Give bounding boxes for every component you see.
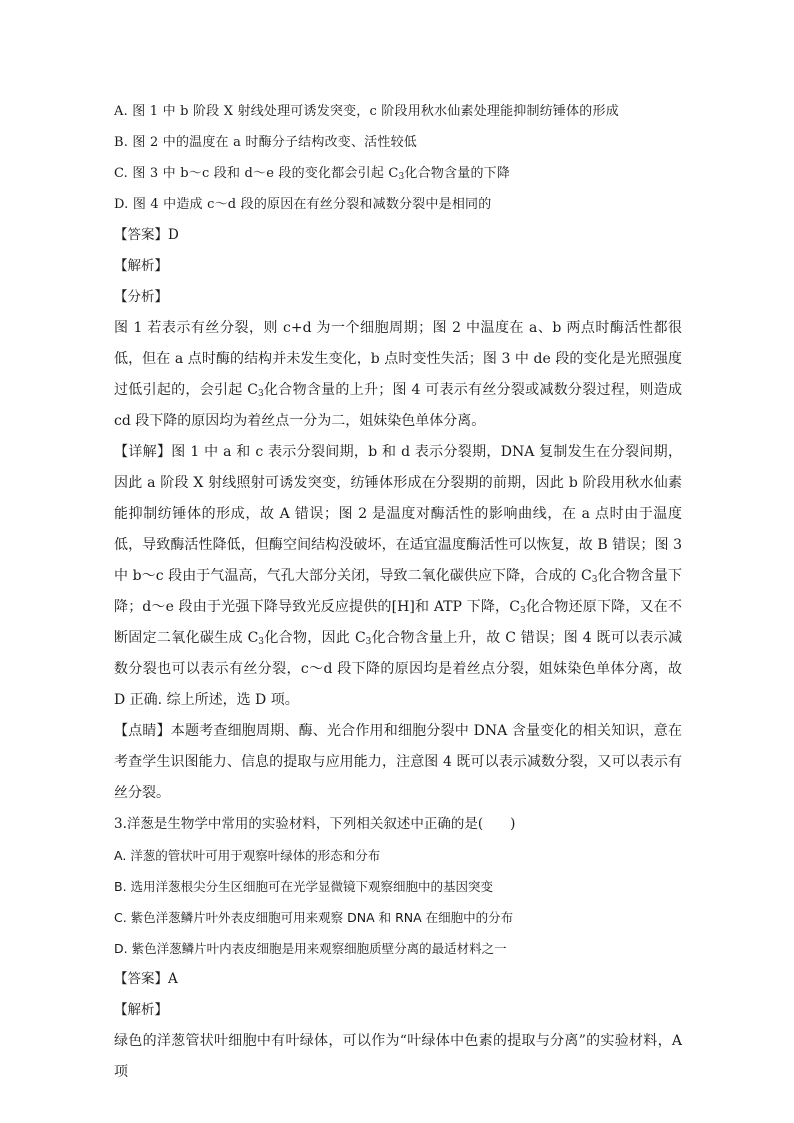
subscript: 3 xyxy=(257,389,264,399)
subscript: 3 xyxy=(519,606,526,616)
q3-jiexi-paragraph: 绿色的洋葱管状叶细胞中有叶绿体，可以作为“叶绿体中色素的提取与分离”的实验材料，A 项 xyxy=(114,1033,682,1080)
q2-fenxi-heading: 【分析】 xyxy=(114,289,168,305)
subscript: 3 xyxy=(591,575,598,585)
q2-xiangjie-text-4: 化合物，因此 C xyxy=(264,630,366,646)
q3-option-c: C. 紫色洋葱鳞片叶外表皮细胞可用来观察 DNA 和 RNA 在细胞中的分布 xyxy=(114,910,514,925)
q2-jiexi-heading: 【解析】 xyxy=(114,258,168,274)
q2-option-c xyxy=(114,158,682,189)
q3-option-b: B. 选用洋葱根尖分生区细胞可在光学显微镜下观察细胞中的基因突变 xyxy=(114,879,494,894)
q3-stem: 3.洋葱是生物学中常用的实验材料，下列相关叙述中正确的是( ) xyxy=(114,816,516,832)
q2-option-c-tail: 化合物含量的下降 xyxy=(404,166,511,181)
q2-fenxi-text-1: 图 1 若表示有丝分裂，则 c+d 为一个细胞周期；图 2 中温度在 a、b 两点时酶活性都很低，但在 a 点时酶的结构并未发生变化，b 点时变性失活；图 3 中 de 段的变化是光照强度过低引起的，会引起 C xyxy=(114,320,682,398)
q2-xiangjie-text-5: 化合物含量上升，故 C 错误；图 4 既可以表示减数分裂也可以表示有丝分裂，c～d 段下降的原因均是着丝点分裂，姐妹染色单体分离，故 D 正确. 综上所述，选 D 项。 xyxy=(114,630,682,708)
q2-dianjing-paragraph: 【点睛】本题考查细胞周期、酶、光合作用和细胞分裂中 DNA 含量变化的相关知识，意在考查学生识图能力、信息的提取与应用能力，注意图 4 既可以表示减数分裂，又可以表示有丝分裂。 xyxy=(114,723,682,801)
q2-xiangjie-text-2: 化合物含量下降；d～e 段由于光强下降导致光反应提供的[H]和 ATP 下降，C xyxy=(114,568,682,615)
q2-fenxi-paragraph xyxy=(114,313,682,437)
q2-option-c-text: C. 图 3 中 b～c 段和 d～e 段的变化都会引起 C xyxy=(114,166,399,181)
q2-option-a: A. 图 1 中 b 阶段 X 射线处理可诱发突变，c 阶段用秋水仙素处理能抑制纺锤体的形成 xyxy=(114,104,619,119)
q2-answer: 【答案】D xyxy=(114,227,179,243)
q3-option-d: D. 紫色洋葱鳞片叶内表皮细胞是用来观察细胞质壁分离的最适材料之一 xyxy=(114,941,507,956)
q3-option-a: A. 洋葱的管状叶可用于观察叶绿体的形态和分布 xyxy=(114,848,381,863)
q2-option-b: B. 图 2 中的温度在 a 时酶分子结构改变、活性较低 xyxy=(114,135,417,150)
q2-fenxi-text-2: 化合物含量的上升；图 4 可表示有丝分裂或减数分裂过程，则造成 cd 段下降的原因均为着丝点一分为二，姐妹染色单体分离。 xyxy=(114,382,682,429)
q3-answer: 【答案】A xyxy=(114,971,178,987)
subscript: 3 xyxy=(365,637,372,647)
subscript: 3 xyxy=(258,637,265,647)
q3-jiexi-heading: 【解析】 xyxy=(114,1002,168,1018)
document-page xyxy=(114,96,682,1088)
q2-xiangjie-text-3: 化合物还原下降，又在不断固定二氧化碳生成 C xyxy=(114,599,682,646)
q2-option-d: D. 图 4 中造成 c～d 段的原因在有丝分裂和减数分裂中是相同的 xyxy=(114,197,492,212)
q2-xiangjie-paragraph xyxy=(114,437,682,716)
subscript: 3 xyxy=(398,172,405,182)
q2-xiangjie-text-1: 【详解】图 1 中 a 和 c 表示分裂间期，b 和 d 表示分裂期，DNA 复制发生在分裂间期，因此 a 阶段 X 射线照射可诱发突变，纺锤体形成在分裂期的前期，因此 b 阶段用秋水仙素能抑制纺锤体的形成，故 A 错误；图 2 是温度对酶活性的影响曲线，在 a 点时由于温度低，导致酶活性降低，但酶空间结构没破坏，在适宜温度酶活性可以恢复，故 B 错误；图 3 中 b～c 段由于气温高，气孔大部分关闭，导致二氧化碳供应下降，合成的 C xyxy=(114,444,682,584)
